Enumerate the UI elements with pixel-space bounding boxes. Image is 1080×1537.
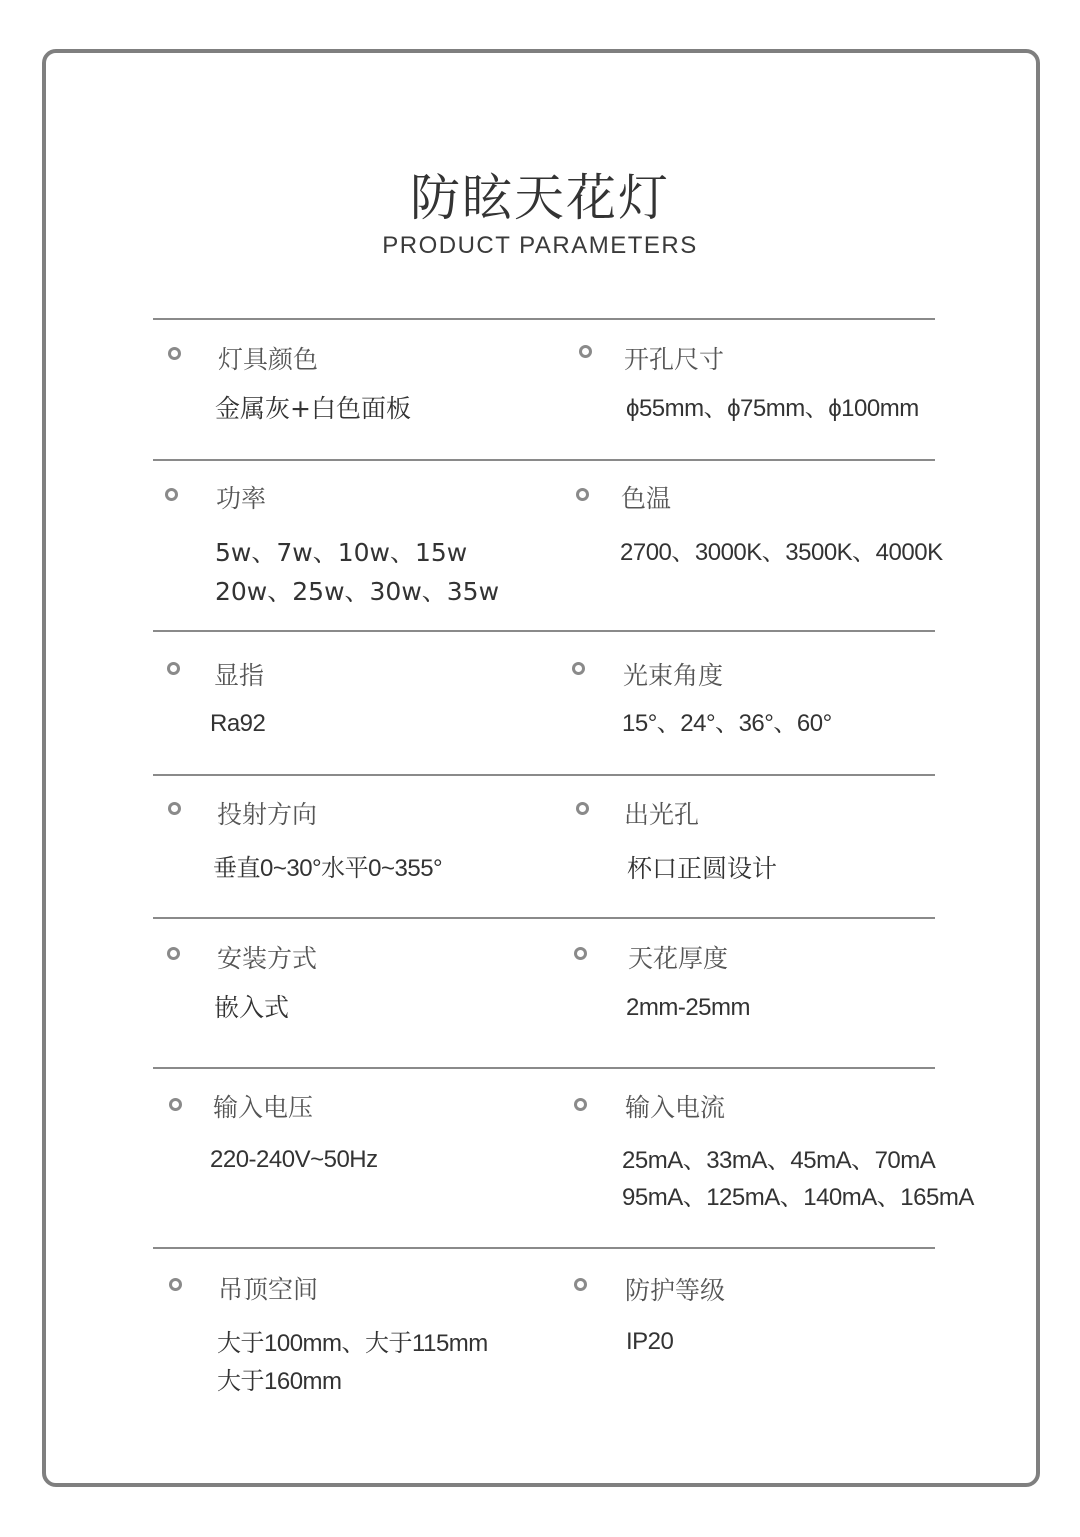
bullet-icon bbox=[574, 1098, 587, 1111]
param-value-line: 5w、7w、10w、15w bbox=[215, 538, 468, 567]
bullet-icon bbox=[169, 1098, 182, 1111]
bullet-icon bbox=[572, 662, 585, 675]
divider bbox=[153, 459, 935, 461]
bullet-icon bbox=[579, 345, 592, 358]
param-value: Ra92 bbox=[210, 710, 266, 737]
divider bbox=[153, 1247, 935, 1249]
param-label: 投射方向 bbox=[217, 800, 318, 829]
bullet-icon bbox=[168, 802, 181, 815]
divider bbox=[153, 774, 935, 776]
bullet-icon bbox=[574, 947, 587, 960]
param-label: 开孔尺寸 bbox=[624, 345, 725, 374]
param-label: 输入电压 bbox=[213, 1093, 314, 1122]
card-frame bbox=[42, 49, 1040, 1487]
bullet-icon bbox=[169, 1278, 182, 1291]
divider bbox=[153, 318, 935, 320]
param-value: ϕ55mm、ϕ75mm、ϕ100mm bbox=[626, 395, 919, 422]
param-label: 输入电流 bbox=[625, 1093, 726, 1122]
param-value-line: 25mA、33mA、45mA、70mA bbox=[622, 1147, 936, 1174]
param-label: 灯具颜色 bbox=[218, 345, 319, 374]
divider bbox=[153, 917, 935, 919]
bullet-icon bbox=[168, 347, 181, 360]
param-value-line: 95mA、125mA、140mA、165mA bbox=[622, 1184, 974, 1211]
divider bbox=[153, 630, 935, 632]
param-value: IP20 bbox=[626, 1328, 674, 1355]
param-label: 显指 bbox=[214, 661, 265, 690]
param-value: 2700、3000K、3500K、4000K bbox=[620, 539, 943, 566]
param-value: 垂直0~30°水平0~355° bbox=[213, 855, 443, 882]
page-title: 防眩天花灯 bbox=[410, 169, 670, 227]
bullet-icon bbox=[167, 947, 180, 960]
param-value-line: 大于160mm bbox=[217, 1368, 342, 1395]
param-label: 出光孔 bbox=[624, 800, 700, 829]
param-label: 防护等级 bbox=[625, 1276, 726, 1305]
param-label: 色温 bbox=[621, 484, 672, 513]
param-value: 杯口正圆设计 bbox=[627, 854, 778, 883]
param-label: 吊顶空间 bbox=[218, 1275, 319, 1304]
param-value: 15°、24°、36°、60° bbox=[622, 710, 832, 737]
param-label: 功率 bbox=[216, 484, 267, 513]
param-value: 220-240V~50Hz bbox=[210, 1146, 378, 1173]
bullet-icon bbox=[574, 1278, 587, 1291]
bullet-icon bbox=[576, 488, 589, 501]
bullet-icon bbox=[576, 802, 589, 815]
param-value: 金属灰+白色面板 bbox=[215, 394, 411, 423]
param-value: 2mm-25mm bbox=[626, 994, 751, 1021]
param-value-line: 大于100mm、大于115mm bbox=[217, 1330, 488, 1357]
param-label: 安装方式 bbox=[217, 944, 318, 973]
param-value-line: 20w、25w、30w、35w bbox=[215, 577, 500, 606]
param-label: 光束角度 bbox=[623, 661, 724, 690]
bullet-icon bbox=[167, 662, 180, 675]
bullet-icon bbox=[165, 488, 178, 501]
param-label: 天花厚度 bbox=[628, 944, 729, 973]
divider bbox=[153, 1067, 935, 1069]
page-subtitle: PRODUCT PARAMETERS bbox=[382, 232, 698, 259]
param-value: 嵌入式 bbox=[214, 993, 290, 1022]
